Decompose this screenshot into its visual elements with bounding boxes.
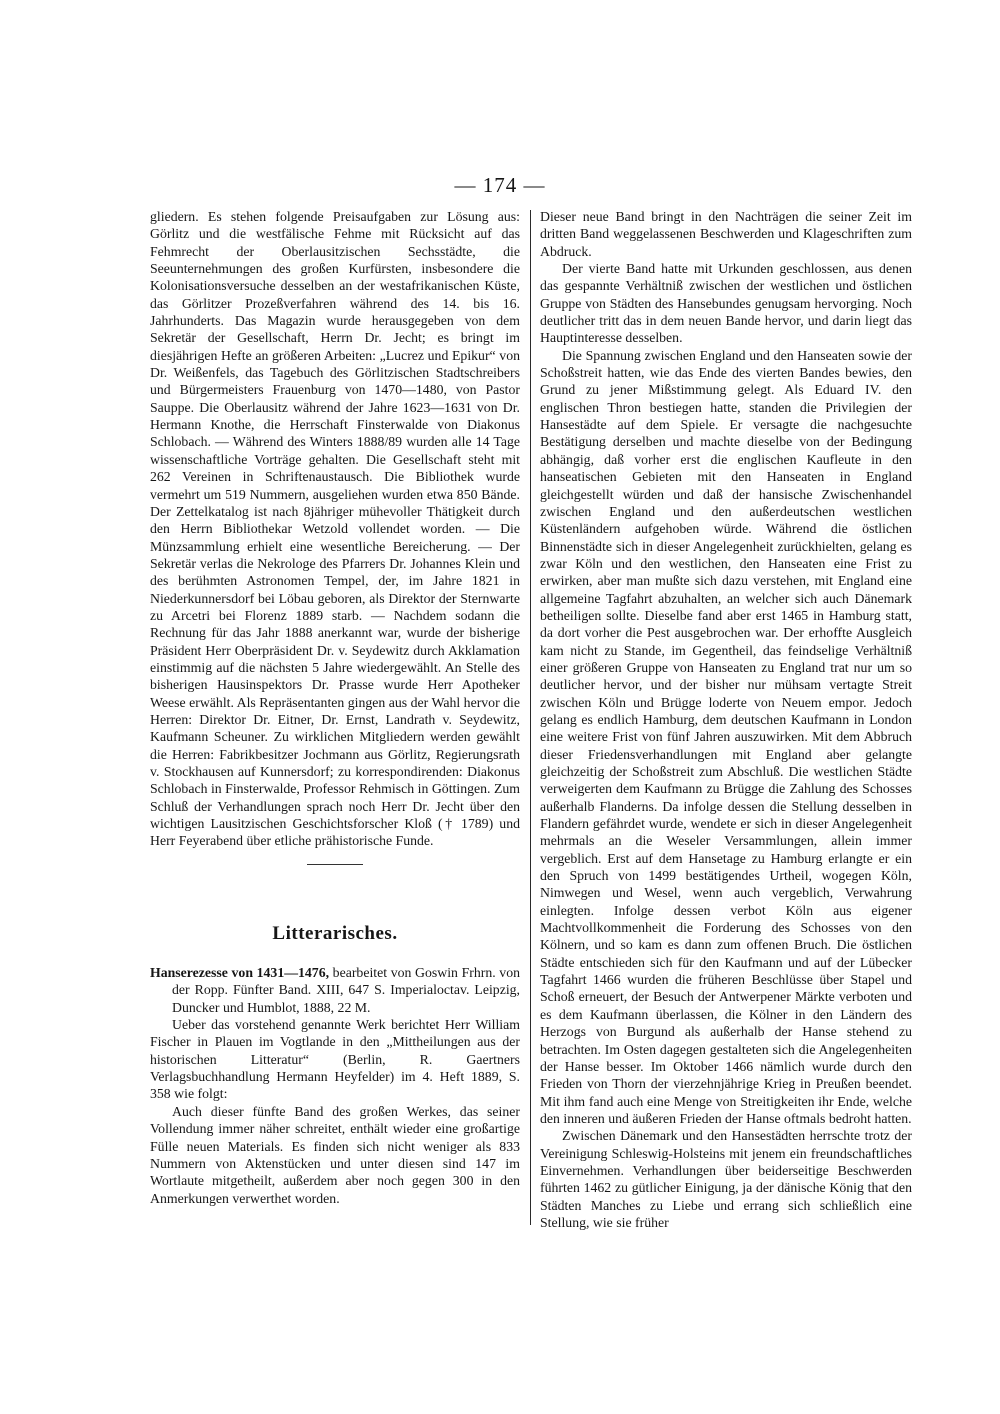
page-number: — 174 — (454, 173, 546, 197)
entry-title: Hanserezesse von 1431—1476, (150, 965, 330, 981)
review-paragraph: Auch dieser fünfte Band des großen Werkes, das seiner Vollendung immer näher schreitet, enthält wieder eine großartige Fülle neuen Materials. Es finden sich nicht weniger als 833 Nummern von Aktenstücken und unter diesen sind 147 im Wortlaute mitgetheilt, außerdem aber noch gegen 300 in den Anmerkungen verwerthet worden. (150, 1103, 520, 1206)
entry-details: bearbeitet von Goswin Frhrn. von der Ropp. Fünfter Band. XIII, 647 S. Imperialoctav. Leipzig, Duncker und Humblot, 1888, 22 M. (172, 965, 520, 1015)
section-heading: Litterarisches. (272, 922, 398, 944)
left-column (150, 208, 520, 1207)
review-paragraph: Der vierte Band hatte mit Urkunden geschlossen, aus denen das gespannte Verhältniß zwischen der westlichen und östlichen Gruppe von Städten des Hansebundes genugsam hervorging. Noch deutlicher tritt das in dem neuen Bande hervor, und darin liegt das Hauptinteresse desselben. (540, 261, 912, 346)
section-divider (307, 864, 363, 865)
association-report-paragraph: gliedern. Es stehen folgende Preisaufgaben zur Lösung aus: Görlitz und die westfälische Fehme mit Rücksicht auf das Fehmrecht der Oberlausitzischen Sechsstädte, die Seeunternehmungen des großen Kurfürsten, insbesondere die Kolonisationsversuche desselben an der westafrikanischen Küste, das Görlitzer Prozeßverfahren während des 14. bis 16. Jahrhunderts. Das Magazin wurde herausgegeben von dem Sekretär der Gesellschaft, Herrn Dr. Jecht; es bringt im diesjährigen Hefte an größeren Arbeiten: „Lucrez und Epikur“ von Dr. Weißenfels, das Tagebuch des Görlitzischen Stadtschreibers und Bürgermeisters Frauenburg von 1470—1480, von Pastor Sauppe. Die Oberlausitz während der Jahre 1623—1631 von Dr. Hermann Knothe, die Herrschaft Finsterwalde von Diakonus Schlobach. — Während des Winters 1888/89 wurden alle 14 Tage wissenschaftliche Vorträge gehalten. Die Gesellschaft steht mit 262 Vereinen in Schriftenaustausch. Die Bibliothek wurde vermehrt um 519 Nummern, ausgeliehen wurden etwa 850 Bände. Der Zettelkatalog ist nach 8jähriger mühevoller Thätigkeit durch den Herrn Bibliothekar Wetzold vollendet worden. — Die Münzsammlung erhielt eine wesentliche Bereicherung. — Der Sekretär verlas die Nekrologe des Pfarrers Dr. Johannes Klein und des berühmten Astronomen Tempel, der, im Jahre 1821 in Niederkunnersdorf bei Löbau geboren, als Direktor der Sternwarte zu Arcetri bei Florenz 1889 starb. — Nachdem sodann die Rechnung für das Jahr 1888 anerkannt war, wurde der bisherige Präsident Herr Oberpräsident Dr. v. Seydewitz durch Akklamation einstimmig auf die nächsten 5 Jahre wiedergewählt. An Stelle des bisherigen Hausinspektors Dr. Prasse wurde Herr Apotheker Weese erwählt. Als Repräsentanten gingen aus der Wahl hervor die Herren: Direktor Dr. Eitner, Dr. Ernst, Landrath v. Seydewitz, Kaufmann Scheuner. Zu wirklichen Mitgliedern werden gewählt die Herren: Fabrikbesitzer Jochmann aus Görlitz, Regierungsrath v. Stockhausen auf Kunnersdorf; zu korrespondirenden: Diakonus Schlobach in Finsterwalde, Professor Rehmisch in Göttingen. Zum Schluß der Verhandlungen sprach noch Herr Dr. Jecht über den wichtigen Lausitzischen Geschichtsforscher Kloß († 1789) und Herr Feyerabend über etliche prähistorische Funde. (150, 209, 520, 849)
review-continuation-paragraph: Dieser neue Band bringt in den Nachträgen die seiner Zeit im dritten Band weggelassenen Beschwerden und Klageschriften zum Abdruck. (540, 209, 912, 259)
column-divider (530, 210, 531, 1225)
bibliographic-entry (150, 964, 520, 1016)
review-paragraph: Die Spannung zwischen England und den Hanseaten sowie der Schoßstreit hatten, wie das Ende des vierten Bandes bewies, den Grund zu jener Mißstimmung gelegt. Als Eduard IV. den englischen Thron bestiegen hatte, standen die Privilegien der Hansestädte auf dem Spiele. Er versagte die nachgesuchte Bestätigung derselben und machte dieselbe von der Bedingung abhängig, daß vorher erst die englischen Kaufleute in den hanseatischen Gebieten mit den Hanseaten in England gleichgestellt würden und daß der hansische Zwischenhandel zwischen England und den außerdeutschen westlichen Küstenländern aufgehoben würde. Während die östlichen Binnenstädte sich in dieser Angelegenheit zurückhielten, gelang es zwar Köln und den westlichen, den Hanseaten eine Frist zu erwirken, aber man mußte sich dazu verstehen, mit England eine allgemeine Tagfahrt abzuhalten, an welcher sich auch Dänemark betheiligen sollte. Dieselbe fand aber erst 1465 in Hamburg statt, da dort vorher die Pest ausgebrochen war. Der erhoffte Ausgleich kam nicht zu Stande, im Gegentheil, das feindselige Verhältniß einer größeren Gruppe von Hanseaten zu England trat nur um so deutlicher hervor, und der bisher nur mühsam vertagte Streit zwischen Köln und Brügge loderte von Neuem empor. Jedoch gelang es endlich Hamburg, dem deutschen Kaufmann in London eine weitere Frist von fünf Jahren auszuwirken. Mit dem Abbruch dieser Friedensverhandlungen mit England aber gelangte gleichzeitig der Schoßstreit zum Abschluß. Die westlichen Städte verweigerten dem Kaufmann zu Brügge die Zahlung des Schosses außerhalb Flanderns. Da infolge dessen die Stellung desselben in Flandern gefährdet wurde, wendete er sich in dieser Angelegenheit mehrmals an die Weseler Versammlungen, allein immer vergeblich. Erst auf dem Hansetage zu Hamburg erlangte er ein den Spruch von 1499 bestätigendes Urtheil, wogegen Köln, Nimwegen und Wesel, wenn auch vergeblich, Verwahrung einlegten. Infolge dessen verbot Köln aus eigener Machtvollkommenheit die Forderung des Schosses von den Kölnern, und so kam es dann zum offenen Bruch. Die östlichen Städte entschieden sich für den Kaufmann und auf der Lübecker Tagfahrt 1466 wurden die früheren Beschlüsse über Stapel und Schoß erneuert, der Besuch der Antwerpener Märkte verboten und es dem Kaufmann überlassen, die Kölner in den Ländern des Herzogs von Burgund als außerhalb der Hanse stehend zu betrachten. Im Osten dagegen gestalteten sich die Angelegenheiten der Hanse besser. Im Oktober 1466 nämlich wurde durch den Frieden von Thorn der vierzehnjährige Krieg in Preußen beendet. Mit ihm fand auch eine Menge von Streitigkeiten ihr Ende, welche den inneren und äußeren Frieden der Hanse oftmals bedroht hatten. (540, 347, 912, 1126)
review-intro-paragraph: Ueber das vorstehend genannte Werk berichtet Herr William Fischer in Plauen im Vogtlande in den „Mittheilungen aus der historischen Litteratur“ (Berlin, R. Gaertners Verlagsbuchhandlung Hermann Heyfelder) im 4. Heft 1889, S. 358 wie folgt: (150, 1017, 520, 1102)
right-column (540, 208, 912, 1231)
review-paragraph: Zwischen Dänemark und den Hansestädten herrschte trotz der Vereinigung Schleswig-Holsteins mit jenem ein freundschaftliches Einvernehmen. Verhandlungen über beiderseitige Beschwerden führten 1462 zu gütlicher Einigung, ja der dänische König that den Städten Manches zu Liebe und errang sich schließlich eine Stellung, wie sie früher (540, 1128, 912, 1230)
